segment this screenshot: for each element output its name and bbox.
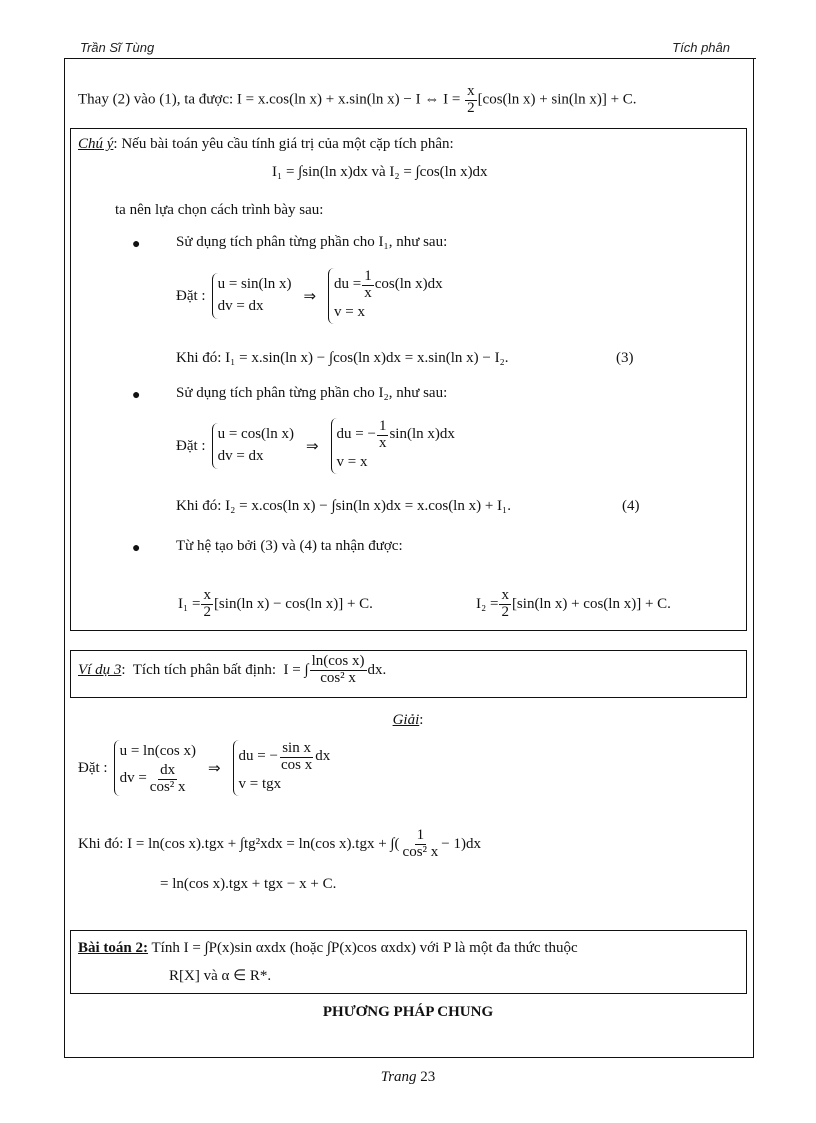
- bullet2-text: Sử dụng tích phân từng phần cho I₂, như sau:: [176, 385, 448, 401]
- implies-arrow: ⇒: [303, 288, 317, 305]
- problem-line2: R[X] và α ∈ R*.: [169, 968, 272, 984]
- bullet-dot: ●: [132, 237, 141, 252]
- header-author: Trần Sĩ Tùng: [80, 40, 155, 55]
- brace-left-1: u = sin(ln x) dv = dx: [212, 273, 292, 319]
- result-eq-left: I = x.cos(ln x) + x.sin(ln x) − I ⇔ I =: [236, 91, 461, 108]
- dat-label: Đặt :: [176, 287, 206, 304]
- brace-right-2: du = − $\frac{1}{x}$ sin(ln x)dx v = x: [331, 418, 455, 474]
- fraction-x-over-2: $\frac{x}{2}$: [467, 83, 475, 116]
- problem-line: Bài toán 2: Tính I = ∫P(x)sin αxdx (hoặc ∫P(x)cos αxdx) với P là một đa thức thuộc: [78, 940, 578, 956]
- bullet-dot: ●: [132, 541, 141, 556]
- solution-title: Giải:: [392, 712, 424, 728]
- solution-final: = ln(cos x).tgx + tgx − x + C.: [160, 876, 337, 892]
- result-i2: I₂ = $\frac{x}{2}$ [sin(ln x) + cos(ln x)] + C.: [476, 587, 671, 620]
- result-line: [78, 84, 637, 117]
- dat-label: Đặt :: [176, 437, 206, 454]
- implies-arrow: ⇒: [305, 438, 319, 455]
- result-eq-right: [cos(ln x) + sin(ln x)] + C.: [477, 91, 637, 108]
- bullet1-text: Sử dụng tích phân từng phần cho I₁, như sau:: [176, 234, 448, 250]
- integral-pair: I₁ = ∫sin(ln x)dx và I₂ = ∫cos(ln x)dx: [272, 164, 488, 180]
- substitution-1: [176, 268, 443, 324]
- brace-left-3: u = ln(cos x) dv = $\frac{dx}{\text{cos² x}}$: [114, 740, 196, 796]
- example-label: Ví dụ 3: [78, 661, 122, 678]
- note-intro: Chú ý: Nếu bài toán yêu cầu tính giá trị của một cặp tích phân:: [78, 136, 454, 152]
- example-line: Ví dụ 3 : Tích tích phân bất định: I = ∫ $\frac{\text{ln(cos x)}}{\text{cos² x}}$ dx.: [78, 653, 387, 686]
- problem-label: Bài toán 2:: [78, 940, 149, 956]
- note-label: Chú ý: [78, 136, 114, 152]
- fraction-ln-cos: $\frac{\text{ln(cos x)}}{\text{cos² x}}$: [311, 653, 365, 686]
- brace-right-3: du = − $\frac{\text{sin x}}{\text{cos x}}$ dx v = tgx: [233, 740, 331, 796]
- result-i1: I₁ = $\frac{x}{2}$ [sin(ln x) − cos(ln x)] + C.: [178, 587, 373, 620]
- khi-do-2: Khi đó: I₂ = x.cos(ln x) − ∫sin(ln x)dx = x.cos(ln x) + I₁.: [176, 498, 512, 514]
- brace-left-2: u = cos(ln x) dv = dx: [212, 423, 294, 469]
- brace-right-1: du = $\frac{1}{x}$ cos(ln x)dx v = x: [328, 268, 443, 324]
- khi-do-1: Khi đó: I₁ = x.sin(ln x) − ∫cos(ln x)dx = x.sin(ln x) − I₂.: [176, 350, 509, 366]
- substitution-2: [176, 418, 455, 474]
- eq-number-3: (3): [616, 350, 634, 366]
- page-footer: Trang 23: [380, 1069, 436, 1085]
- eq-number-4: (4): [622, 498, 640, 514]
- bullet3-text: Từ hệ tạo bởi (3) và (4) ta nhận được:: [176, 538, 403, 554]
- solution-substitution: [78, 740, 330, 796]
- result-lead: Thay (2) vào (1), ta được:: [78, 91, 234, 108]
- implies-arrow: ⇒: [207, 760, 221, 777]
- dat-label: Đặt :: [78, 759, 108, 776]
- note-choose: ta nên lựa chọn cách trình bày sau:: [115, 202, 324, 218]
- solution-khi-do: Khi đó: I = ln(cos x).tgx + ∫tg²xdx = ln(cos x).tgx + ∫( $\frac{1}{\text{cos² x}}$ − 1)dx: [78, 827, 481, 860]
- bullet-dot: ●: [132, 388, 141, 403]
- method-heading: PHƯƠNG PHÁP CHUNG: [322, 1004, 494, 1020]
- header-topic: Tích phân: [672, 40, 730, 55]
